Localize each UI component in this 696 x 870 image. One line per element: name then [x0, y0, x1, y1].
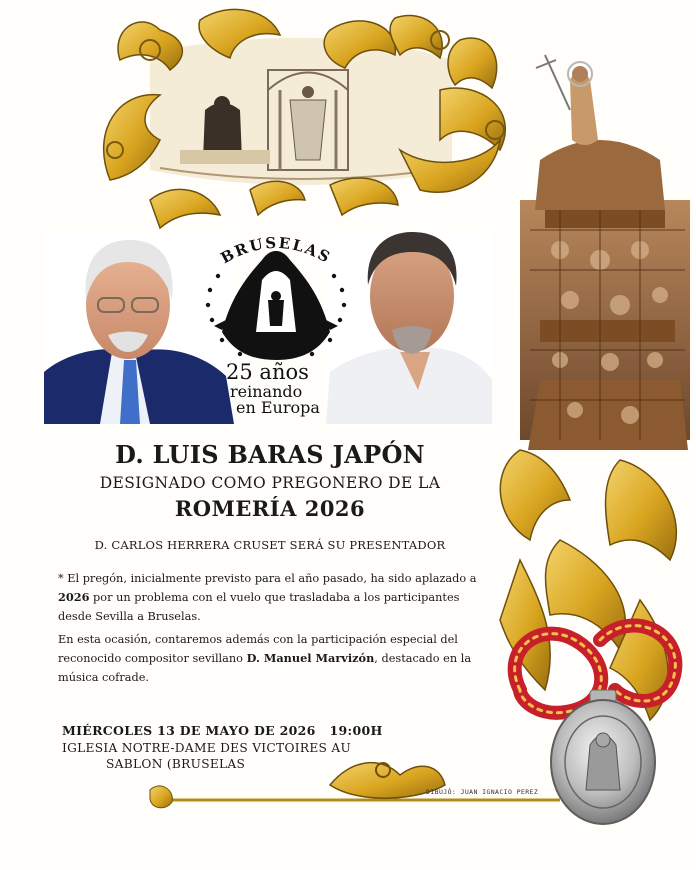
presenter-line [40, 538, 500, 552]
body-paragraph-1 [58, 570, 478, 626]
headline-name: D. LUIS BARAS JAPÓN [115, 440, 425, 469]
headline-subtitle: DESIGNADO COMO PREGONERO DE LA [99, 474, 441, 492]
p1-text-b: por un problema con el vuelo que trasladaba a los participantes desde Sevilla a Bruselas. [58, 591, 460, 623]
p2-composer: D. Manuel Marvizón [246, 651, 375, 666]
headline-event: ROMERÍA 2026 [174, 496, 366, 521]
presenter-name: D. CARLOS HERRERA CRUSET [94, 538, 286, 552]
venue-line-1: IGLESIA NOTRE-DAME DES VICTOIRES AU [62, 741, 352, 755]
p2-text-b: , destacado en la música cofrade. [58, 652, 472, 684]
anniversary-line1: años [259, 360, 309, 384]
presenter-text: SERÁ SU PRESENTADOR [289, 538, 446, 552]
anniversary-number: 25 años [226, 360, 309, 384]
p2-text-a: En esta ocasión, contaremos además con la participación especial del reconocido compositor sevillano [58, 633, 458, 666]
p1-text-a: * El pregón, inicialmente previsto para el año pasado, ha sido aplazado a [58, 572, 477, 585]
anniversary-line2: reinando [230, 382, 303, 401]
logo-brand-text: Rocío [261, 342, 291, 353]
venue-line-2: SABLON (BRUSELAS [106, 757, 246, 771]
artist-credit: DIBUJÓ: JUAN IGNACIO PEREZ [426, 788, 539, 796]
logo-city-text: BRUSELAS [217, 233, 335, 268]
anniversary-line3: en Europa [236, 398, 320, 417]
p1-year: 2026 [58, 590, 90, 605]
event-date: MIÉRCOLES 13 DE MAYO DE 2026 19:00H [62, 723, 383, 738]
body-paragraph-2 [58, 631, 478, 687]
